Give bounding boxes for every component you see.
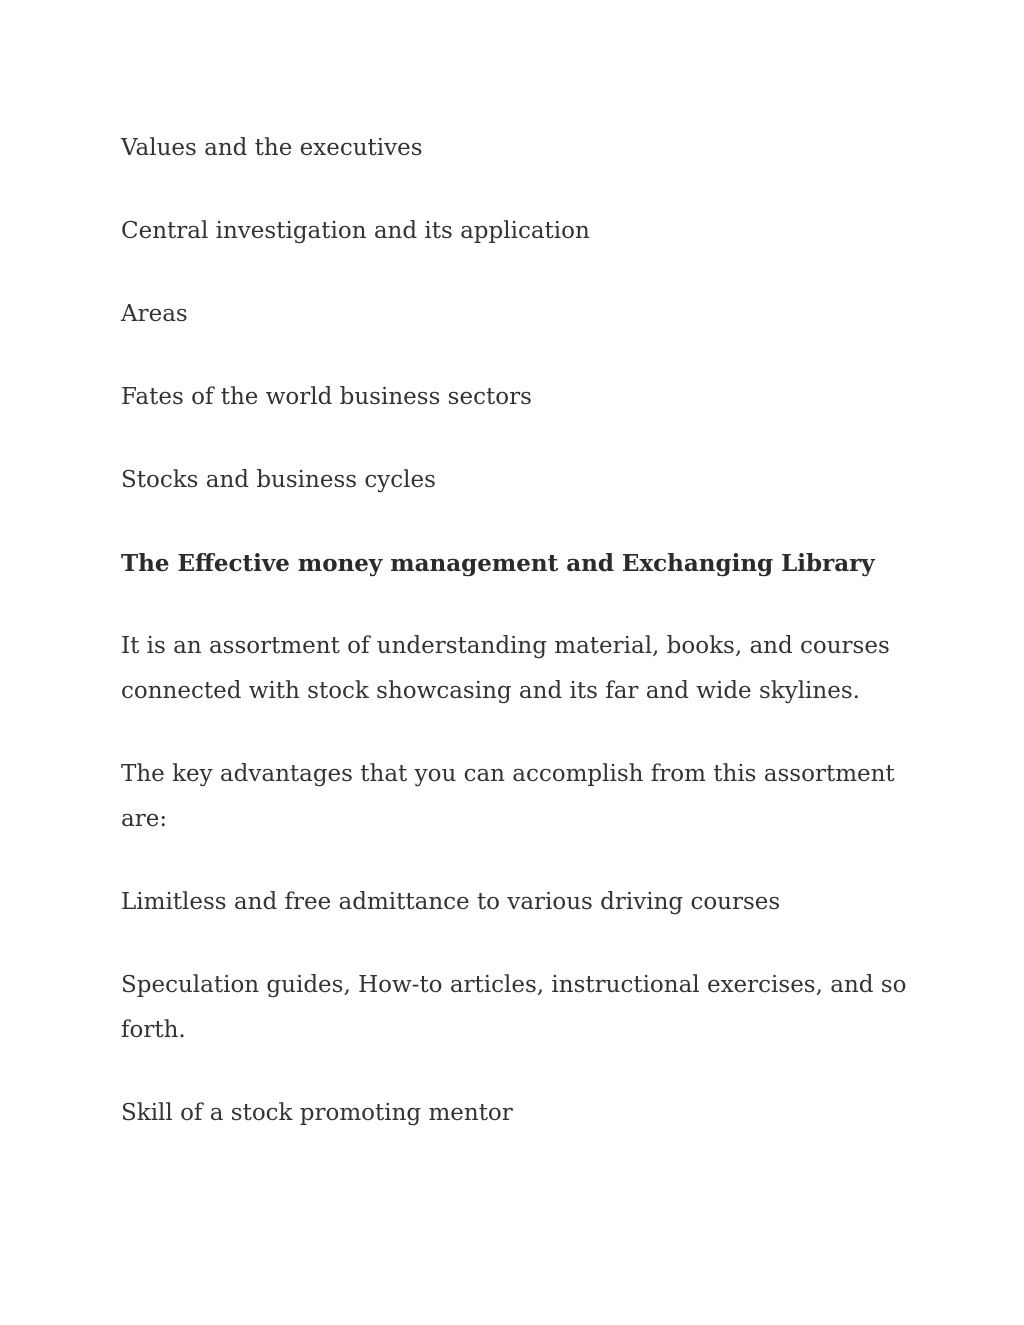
paragraph-limitless-access: Limitless and free admittance to various driving courses bbox=[121, 889, 781, 915]
paragraph-central-investigation: Central investigation and its application bbox=[121, 218, 590, 244]
paragraph-key-advantages: The key advantages that you can accomplish from this assortment are: bbox=[121, 761, 895, 832]
paragraph-stocks-business-cycles: Stocks and business cycles bbox=[121, 467, 436, 493]
document-body bbox=[121, 126, 921, 1174]
paragraph-areas: Areas bbox=[121, 301, 188, 327]
paragraph-mentor-skill: Skill of a stock promoting mentor bbox=[121, 1100, 513, 1126]
section-heading-library: The Effective money management and Exchanging Library bbox=[121, 550, 875, 577]
paragraph-library-description: It is an assortment of understanding material, books, and courses connected with stock showcasing and its far and wide skylines. bbox=[121, 633, 890, 704]
paragraph-values-executives: Values and the executives bbox=[121, 135, 423, 161]
paragraph-fates-world-business: Fates of the world business sectors bbox=[121, 384, 532, 410]
paragraph-speculation-guides: Speculation guides, How-to articles, instructional exercises, and so forth. bbox=[121, 972, 907, 1043]
